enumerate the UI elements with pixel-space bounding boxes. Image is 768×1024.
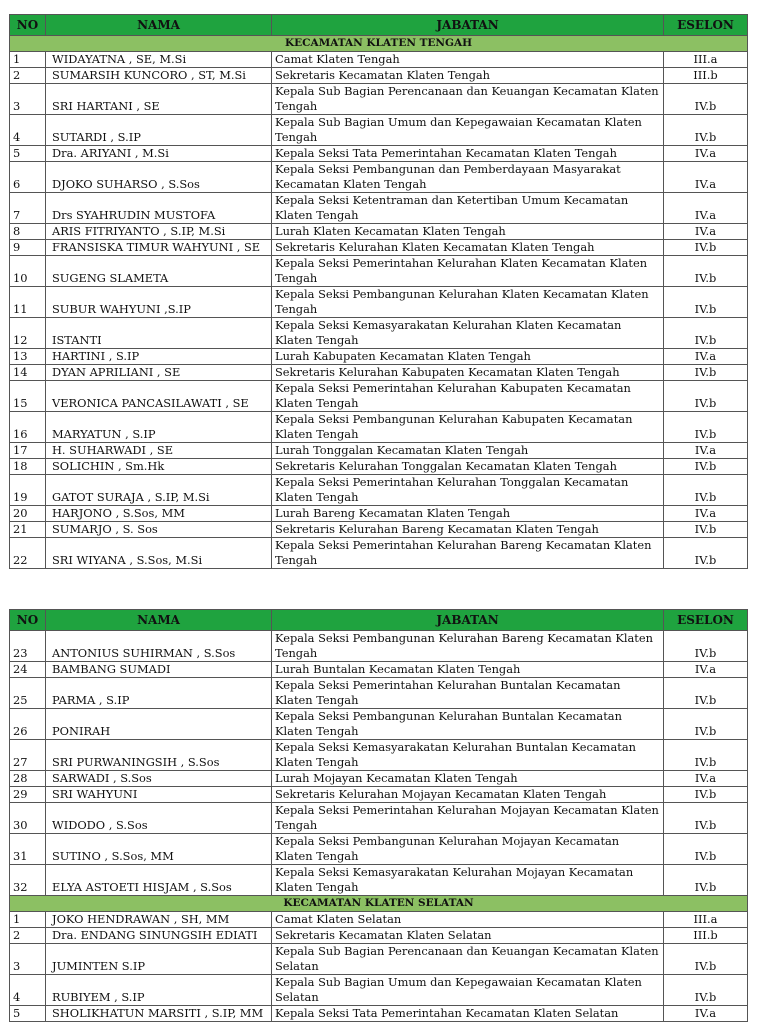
table-row <box>10 224 748 240</box>
cell-no: 31 <box>10 834 46 865</box>
cell-eselon: IV.b <box>664 287 748 318</box>
cell-eselon: IV.b <box>664 740 748 771</box>
cell-no: 19 <box>10 475 46 506</box>
table-row <box>10 678 748 709</box>
table-row <box>10 412 748 443</box>
cell-eselon: IV.a <box>664 1006 748 1022</box>
cell-no: 4 <box>10 975 46 1006</box>
cell-no: 28 <box>10 771 46 787</box>
cell-jabatan: Kepala Sub Bagian Perencanaan dan Keuangan Kecamatan Klaten Selatan <box>272 944 664 975</box>
cell-no: 26 <box>10 709 46 740</box>
table-row <box>10 443 748 459</box>
cell-eselon: IV.a <box>664 146 748 162</box>
cell-no: 32 <box>10 865 46 896</box>
cell-no: 5 <box>10 146 46 162</box>
cell-no: 14 <box>10 365 46 381</box>
cell-jabatan: Kepala Seksi Pemerintahan Kelurahan Mojayan Kecamatan Klaten Tengah <box>272 803 664 834</box>
cell-nama: HARJONO , S.Sos, MM <box>46 506 272 522</box>
cell-nama: RUBIYEM , S.IP <box>46 975 272 1006</box>
cell-nama: SHOLIKHATUN MARSITI , S.IP, MM <box>46 1006 272 1022</box>
cell-nama: SRI PURWANINGSIH , S.Sos <box>46 740 272 771</box>
cell-jabatan: Kepala Seksi Pemerintahan Kelurahan Bareng Kecamatan Klaten Tengah <box>272 538 664 569</box>
cell-jabatan: Kepala Seksi Kemasyarakatan Kelurahan Buntalan Kecamatan Klaten Tengah <box>272 740 664 771</box>
cell-nama: WIDODO , S.Sos <box>46 803 272 834</box>
header-jabatan: JABATAN <box>272 15 664 36</box>
table-row <box>10 631 748 662</box>
cell-no: 11 <box>10 287 46 318</box>
table-row <box>10 381 748 412</box>
cell-jabatan: Camat Klaten Tengah <box>272 52 664 68</box>
cell-no: 6 <box>10 162 46 193</box>
cell-jabatan: Lurah Buntalan Kecamatan Klaten Tengah <box>272 662 664 678</box>
cell-no: 1 <box>10 912 46 928</box>
cell-nama: SUMARSIH KUNCORO , ST, M.Si <box>46 68 272 84</box>
cell-jabatan: Kepala Seksi Pemerintahan Kelurahan Buntalan Kecamatan Klaten Tengah <box>272 678 664 709</box>
cell-jabatan: Kepala Seksi Pembangunan Kelurahan Klaten Kecamatan Klaten Tengah <box>272 287 664 318</box>
header-nama: NAMA <box>46 610 272 631</box>
cell-no: 18 <box>10 459 46 475</box>
cell-eselon: IV.b <box>664 459 748 475</box>
officials-table-2 <box>9 609 748 1022</box>
cell-eselon: IV.b <box>664 834 748 865</box>
table-row <box>10 522 748 538</box>
table-row <box>10 52 748 68</box>
table-row <box>10 944 748 975</box>
table-row <box>10 365 748 381</box>
cell-jabatan: Lurah Tonggalan Kecamatan Klaten Tengah <box>272 443 664 459</box>
cell-jabatan: Kepala Sub Bagian Perencanaan dan Keuangan Kecamatan Klaten Tengah <box>272 84 664 115</box>
table-row <box>10 240 748 256</box>
cell-no: 30 <box>10 803 46 834</box>
cell-no: 20 <box>10 506 46 522</box>
table-row <box>10 146 748 162</box>
cell-nama: H. SUHARWADI , SE <box>46 443 272 459</box>
cell-no: 24 <box>10 662 46 678</box>
cell-eselon: IV.a <box>664 224 748 240</box>
cell-nama: SUBUR WAHYUNI ,S.IP <box>46 287 272 318</box>
cell-eselon: IV.b <box>664 256 748 287</box>
cell-nama: DJOKO SUHARSO , S.Sos <box>46 162 272 193</box>
cell-jabatan: Kepala Seksi Pembangunan Kelurahan Buntalan Kecamatan Klaten Tengah <box>272 709 664 740</box>
cell-nama: FRANSISKA TIMUR WAHYUNI , SE <box>46 240 272 256</box>
cell-jabatan: Sekretaris Kelurahan Klaten Kecamatan Klaten Tengah <box>272 240 664 256</box>
table-body <box>10 631 748 1022</box>
table-row <box>10 787 748 803</box>
table-row <box>10 162 748 193</box>
cell-no: 21 <box>10 522 46 538</box>
cell-eselon: III.a <box>664 912 748 928</box>
cell-eselon: IV.b <box>664 240 748 256</box>
cell-nama: SUMARJO , S. Sos <box>46 522 272 538</box>
cell-nama: SUGENG SLAMETA <box>46 256 272 287</box>
cell-eselon: IV.b <box>664 538 748 569</box>
table-row <box>10 834 748 865</box>
cell-no: 17 <box>10 443 46 459</box>
header-no: NO <box>10 15 46 36</box>
cell-jabatan: Kepala Seksi Pemerintahan Kelurahan Tonggalan Kecamatan Klaten Tengah <box>272 475 664 506</box>
cell-nama: DYAN APRILIANI , SE <box>46 365 272 381</box>
cell-nama: PARMA , S.IP <box>46 678 272 709</box>
cell-no: 3 <box>10 84 46 115</box>
cell-no: 10 <box>10 256 46 287</box>
cell-nama: ISTANTI <box>46 318 272 349</box>
cell-eselon: IV.b <box>664 709 748 740</box>
cell-nama: WIDAYATNA , SE, M.Si <box>46 52 272 68</box>
cell-eselon: IV.b <box>664 475 748 506</box>
cell-nama: SRI HARTANI , SE <box>46 84 272 115</box>
cell-jabatan: Lurah Kabupaten Kecamatan Klaten Tengah <box>272 349 664 365</box>
cell-jabatan: Sekretaris Kelurahan Tonggalan Kecamatan Klaten Tengah <box>272 459 664 475</box>
cell-jabatan: Kepala Sub Bagian Umum dan Kepegawaian Kecamatan Klaten Selatan <box>272 975 664 1006</box>
cell-eselon: IV.b <box>664 522 748 538</box>
cell-nama: MARYATUN , S.IP <box>46 412 272 443</box>
cell-eselon: IV.a <box>664 162 748 193</box>
cell-nama: SARWADI , S.Sos <box>46 771 272 787</box>
table-row <box>10 865 748 896</box>
cell-no: 1 <box>10 52 46 68</box>
cell-nama: SOLICHIN , Sm.Hk <box>46 459 272 475</box>
table-row <box>10 912 748 928</box>
cell-nama: VERONICA PANCASILAWATI , SE <box>46 381 272 412</box>
cell-jabatan: Lurah Klaten Kecamatan Klaten Tengah <box>272 224 664 240</box>
cell-no: 13 <box>10 349 46 365</box>
cell-jabatan: Sekretaris Kelurahan Bareng Kecamatan Klaten Tengah <box>272 522 664 538</box>
cell-jabatan: Kepala Seksi Pembangunan Kelurahan Bareng Kecamatan Klaten Tengah <box>272 631 664 662</box>
cell-no: 27 <box>10 740 46 771</box>
cell-no: 5 <box>10 1006 46 1022</box>
cell-eselon: IV.b <box>664 678 748 709</box>
cell-eselon: IV.b <box>664 318 748 349</box>
cell-eselon: IV.a <box>664 662 748 678</box>
table-row <box>10 68 748 84</box>
table-row <box>10 740 748 771</box>
header-nama: NAMA <box>46 15 272 36</box>
cell-jabatan: Lurah Mojayan Kecamatan Klaten Tengah <box>272 771 664 787</box>
cell-jabatan: Camat Klaten Selatan <box>272 912 664 928</box>
cell-nama: SRI WIYANA , S.Sos, M.Si <box>46 538 272 569</box>
cell-eselon: IV.b <box>664 631 748 662</box>
cell-no: 8 <box>10 224 46 240</box>
table-header <box>10 610 748 631</box>
table-body <box>10 36 748 569</box>
header-jabatan: JABATAN <box>272 610 664 631</box>
cell-nama: BAMBANG SUMADI <box>46 662 272 678</box>
cell-nama: SUTARDI , S.IP <box>46 115 272 146</box>
cell-jabatan: Kepala Seksi Ketentraman dan Ketertiban Umum Kecamatan Klaten Tengah <box>272 193 664 224</box>
cell-nama: Drs SYAHRUDIN MUSTOFA <box>46 193 272 224</box>
cell-eselon: IV.a <box>664 193 748 224</box>
cell-no: 2 <box>10 68 46 84</box>
cell-jabatan: Kepala Seksi Pembangunan Kelurahan Mojayan Kecamatan Klaten Tengah <box>272 834 664 865</box>
cell-no: 29 <box>10 787 46 803</box>
table-row <box>10 349 748 365</box>
cell-jabatan: Kepala Seksi Pemerintahan Kelurahan Klaten Kecamatan Klaten Tengah <box>272 256 664 287</box>
table-row <box>10 256 748 287</box>
cell-no: 25 <box>10 678 46 709</box>
cell-eselon: III.a <box>664 52 748 68</box>
cell-eselon: IV.b <box>664 84 748 115</box>
cell-jabatan: Kepala Seksi Kemasyarakatan Kelurahan Mojayan Kecamatan Klaten Tengah <box>272 865 664 896</box>
table-header <box>10 15 748 36</box>
cell-eselon: III.b <box>664 68 748 84</box>
table-row <box>10 287 748 318</box>
cell-jabatan: Kepala Sub Bagian Umum dan Kepegawaian Kecamatan Klaten Tengah <box>272 115 664 146</box>
cell-eselon: IV.b <box>664 803 748 834</box>
cell-no: 4 <box>10 115 46 146</box>
cell-no: 3 <box>10 944 46 975</box>
table-row <box>10 803 748 834</box>
cell-eselon: IV.a <box>664 506 748 522</box>
table-row <box>10 662 748 678</box>
cell-no: 12 <box>10 318 46 349</box>
cell-jabatan: Kepala Seksi Pembangunan Kelurahan Kabupaten Kecamatan Klaten Tengah <box>272 412 664 443</box>
cell-nama: JOKO HENDRAWAN , SH, MM <box>46 912 272 928</box>
cell-eselon: IV.a <box>664 771 748 787</box>
cell-nama: ANTONIUS SUHIRMAN , S.Sos <box>46 631 272 662</box>
table-row <box>10 459 748 475</box>
table-row <box>10 193 748 224</box>
section-row <box>10 36 748 52</box>
cell-jabatan: Kepala Seksi Tata Pemerintahan Kecamatan Klaten Tengah <box>272 146 664 162</box>
header-eselon: ESELON <box>664 15 748 36</box>
cell-nama: ELYA ASTOETI HISJAM , S.Sos <box>46 865 272 896</box>
cell-eselon: IV.b <box>664 944 748 975</box>
cell-eselon: III.b <box>664 928 748 944</box>
section-title: KECAMATAN KLATEN TENGAH <box>10 36 748 52</box>
section-title: KECAMATAN KLATEN SELATAN <box>10 896 748 912</box>
cell-eselon: IV.b <box>664 787 748 803</box>
cell-no: 16 <box>10 412 46 443</box>
cell-jabatan: Sekretaris Kecamatan Klaten Selatan <box>272 928 664 944</box>
cell-nama: Dra. ARIYANI , M.Si <box>46 146 272 162</box>
table-row <box>10 115 748 146</box>
cell-eselon: IV.a <box>664 443 748 459</box>
cell-eselon: IV.b <box>664 865 748 896</box>
cell-nama: Dra. ENDANG SINUNGSIH EDIATI <box>46 928 272 944</box>
cell-nama: GATOT SURAJA , S.IP, M.Si <box>46 475 272 506</box>
cell-jabatan: Sekretaris Kecamatan Klaten Tengah <box>272 68 664 84</box>
cell-no: 15 <box>10 381 46 412</box>
cell-no: 23 <box>10 631 46 662</box>
table-row <box>10 475 748 506</box>
table-row <box>10 709 748 740</box>
cell-eselon: IV.b <box>664 412 748 443</box>
cell-nama: HARTINI , S.IP <box>46 349 272 365</box>
section-row <box>10 896 748 912</box>
table-row <box>10 538 748 569</box>
cell-nama: SUTINO , S.Sos, MM <box>46 834 272 865</box>
cell-no: 7 <box>10 193 46 224</box>
table-row <box>10 84 748 115</box>
table-row <box>10 318 748 349</box>
cell-no: 22 <box>10 538 46 569</box>
table-row <box>10 928 748 944</box>
header-no: NO <box>10 610 46 631</box>
cell-eselon: IV.b <box>664 381 748 412</box>
cell-jabatan: Sekretaris Kelurahan Kabupaten Kecamatan Klaten Tengah <box>272 365 664 381</box>
cell-eselon: IV.b <box>664 115 748 146</box>
cell-jabatan: Lurah Bareng Kecamatan Klaten Tengah <box>272 506 664 522</box>
cell-nama: PONIRAH <box>46 709 272 740</box>
cell-eselon: IV.b <box>664 975 748 1006</box>
officials-table-1 <box>9 14 748 569</box>
cell-nama: JUMINTEN S.IP <box>46 944 272 975</box>
header-eselon: ESELON <box>664 610 748 631</box>
cell-jabatan: Kepala Seksi Pembangunan dan Pemberdayaan Masyarakat Kecamatan Klaten Tengah <box>272 162 664 193</box>
cell-jabatan: Kepala Seksi Pemerintahan Kelurahan Kabupaten Kecamatan Klaten Tengah <box>272 381 664 412</box>
cell-jabatan: Kepala Seksi Tata Pemerintahan Kecamatan Klaten Selatan <box>272 1006 664 1022</box>
cell-no: 9 <box>10 240 46 256</box>
cell-jabatan: Sekretaris Kelurahan Mojayan Kecamatan Klaten Tengah <box>272 787 664 803</box>
cell-eselon: IV.a <box>664 349 748 365</box>
table-row <box>10 1006 748 1022</box>
cell-no: 2 <box>10 928 46 944</box>
cell-jabatan: Kepala Seksi Kemasyarakatan Kelurahan Klaten Kecamatan Klaten Tengah <box>272 318 664 349</box>
table-row <box>10 771 748 787</box>
table-row <box>10 506 748 522</box>
cell-eselon: IV.b <box>664 365 748 381</box>
table-row <box>10 975 748 1006</box>
cell-nama: SRI WAHYUNI <box>46 787 272 803</box>
cell-nama: ARIS FITRIYANTO , S.IP, M.Si <box>46 224 272 240</box>
